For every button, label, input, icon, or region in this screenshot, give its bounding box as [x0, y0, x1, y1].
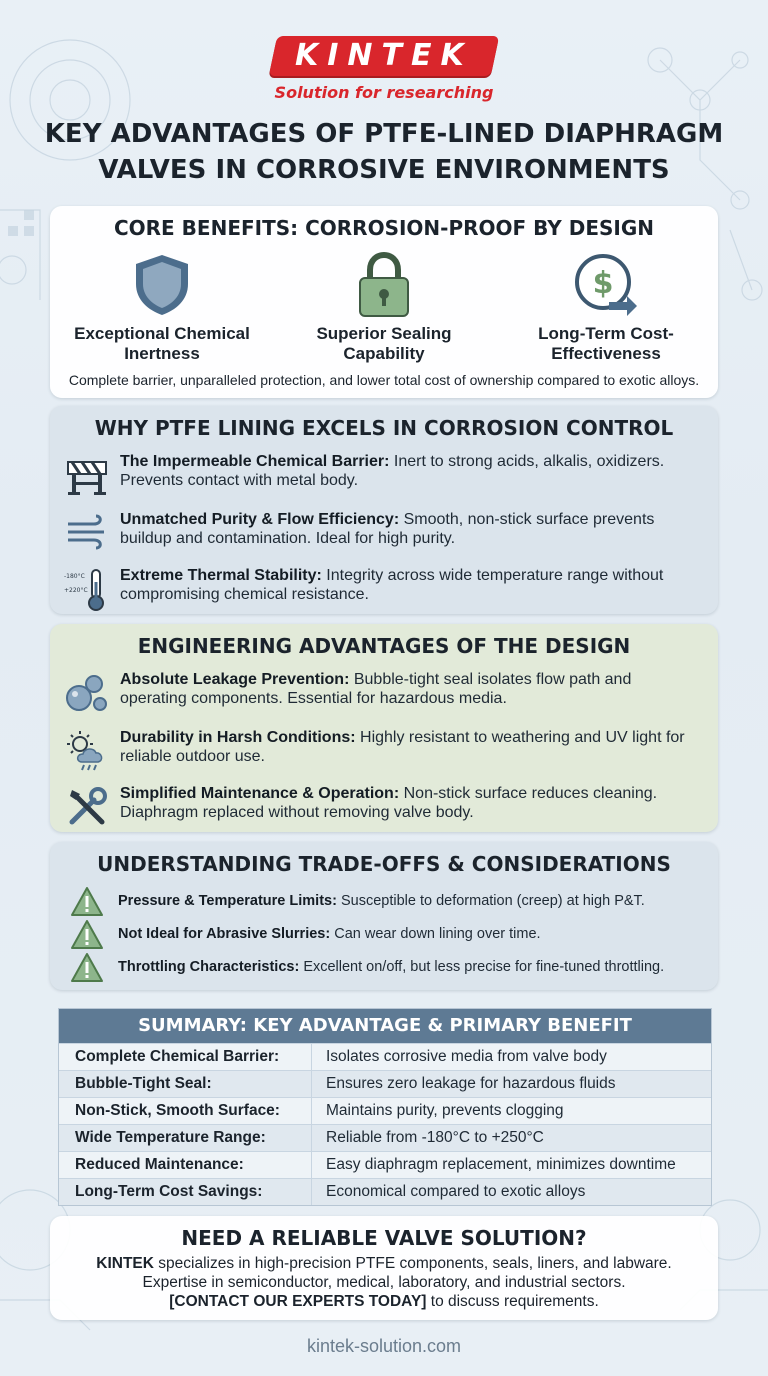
- benefit-label: Superior Sealing Capability: [316, 324, 452, 363]
- item-heading: Simplified Maintenance & Operation:: [120, 785, 400, 802]
- summary-value: Economical compared to exotic alloys: [326, 1183, 586, 1200]
- thermometer-high-label: +220°C: [64, 587, 88, 594]
- cta-line-1: [50, 1254, 718, 1273]
- padlock-icon: [353, 252, 415, 318]
- cta-title: NEED A RELIABLE VALVE SOLUTION?: [181, 1226, 587, 1250]
- table-row: [59, 1124, 711, 1151]
- summary-key: Wide Temperature Range:: [75, 1129, 266, 1146]
- barrier-icon: [64, 452, 110, 498]
- cta-line-2: Expertise in semiconductor, medical, laboratory, and industrial sectors.: [142, 1274, 626, 1291]
- benefit-label: Long-Term Cost-Effectiveness: [538, 324, 674, 363]
- tradeoff-item-text: [118, 958, 702, 977]
- engineering-item-text: [120, 784, 702, 822]
- why-ptfe-card: [50, 406, 718, 614]
- engineering-card: [50, 624, 718, 832]
- cta-brand: KINTEK: [96, 1255, 154, 1272]
- footer-url[interactable]: kintek-solution.com: [306, 1336, 462, 1356]
- item-heading: Throttling Characteristics:: [118, 959, 300, 975]
- benefit-sealing: [284, 252, 484, 364]
- svg-text:$: $: [592, 266, 614, 301]
- item-heading: Durability in Harsh Conditions:: [120, 729, 356, 746]
- summary-key: Bubble-Tight Seal:: [75, 1075, 212, 1092]
- item-text: Susceptible to deformation (creep) at high P&T.: [340, 893, 645, 909]
- benefit-chemical-inertness: [62, 252, 262, 364]
- weather-icon: [64, 728, 110, 774]
- item-text: Can wear down lining over time.: [334, 926, 541, 942]
- tradeoff-item-text: [118, 892, 702, 911]
- item-heading: Not Ideal for Abrasive Slurries:: [118, 926, 331, 942]
- item-heading: Pressure & Temperature Limits:: [118, 893, 337, 909]
- flow-icon: [64, 510, 110, 556]
- why-ptfe-title: WHY PTFE LINING EXCELS IN CORROSION CONTROL: [94, 416, 674, 440]
- table-row: [59, 1151, 711, 1178]
- core-benefits-title: CORE BENEFITS: CORROSION-PROOF BY DESIGN: [113, 216, 655, 240]
- summary-rows: [59, 1043, 711, 1205]
- warning-icon: [70, 952, 104, 984]
- dollar-arrow-icon: [573, 252, 639, 318]
- engineering-item-text: [120, 670, 702, 708]
- summary-value: Maintains purity, prevents clogging: [326, 1102, 564, 1119]
- summary-value: Reliable from -180°C to +250°C: [326, 1129, 544, 1146]
- table-row: [59, 1178, 711, 1205]
- item-text: Non-stick surface reduces cleaning. Diaphragm replaced without removing valve body.: [120, 785, 658, 821]
- logo-text: KINTEK: [295, 38, 473, 73]
- summary-key: Reduced Maintenance:: [75, 1156, 244, 1173]
- item-text: Inert to strong acids, alkalis, oxidizers. Prevents contact with metal body.: [120, 453, 665, 489]
- item-heading: Absolute Leakage Prevention:: [120, 671, 350, 688]
- tradeoffs-card: [50, 842, 718, 990]
- summary-value: Isolates corrosive media from valve body: [326, 1048, 607, 1065]
- tradeoffs-title: UNDERSTANDING TRADE-OFFS & CONSIDERATIONS: [97, 852, 671, 876]
- cta-text: [50, 1254, 718, 1311]
- contact-experts-link[interactable]: [CONTACT OUR EXPERTS TODAY]: [169, 1293, 427, 1310]
- page-title: KEY ADVANTAGES OF PTFE-LINED DIAPHRAGM VALVES IN CORROSIVE ENVIRONMENTS: [44, 119, 724, 185]
- summary-value: Ensures zero leakage for hazardous fluids: [326, 1075, 616, 1092]
- item-text: Highly resistant to weathering and UV light for reliable outdoor use.: [120, 729, 685, 765]
- warning-icon: [70, 886, 104, 918]
- item-heading: Extreme Thermal Stability:: [120, 567, 322, 584]
- cta-line-3: [50, 1292, 718, 1311]
- item-text: Bubble-tight seal isolates flow path and operating components. Essential for hazardous media.: [120, 671, 632, 707]
- why-item-text: [120, 452, 702, 490]
- engineering-item-text: [120, 728, 702, 766]
- cta-line-3-text: to discuss requirements.: [426, 1293, 599, 1310]
- summary-title: SUMMARY: KEY ADVANTAGE & PRIMARY BENEFIT: [59, 1009, 711, 1043]
- cta-line-1-text: specializes in high-precision PTFE components, seals, liners, and labware.: [153, 1255, 672, 1272]
- item-heading: The Impermeable Chemical Barrier:: [120, 453, 390, 470]
- item-text: Excellent on/off, but less precise for fine-tuned throttling.: [303, 959, 665, 975]
- item-text: Integrity across wide temperature range without compromising chemical resistance.: [120, 567, 664, 603]
- benefit-label: Exceptional Chemical Inertness: [74, 324, 250, 363]
- summary-key: Complete Chemical Barrier:: [75, 1048, 280, 1065]
- why-item-text: [120, 566, 702, 604]
- cta-card: [50, 1216, 718, 1320]
- table-row: [59, 1070, 711, 1097]
- tradeoff-item-text: [118, 925, 702, 944]
- warning-icon: [70, 919, 104, 951]
- summary-key: Long-Term Cost Savings:: [75, 1183, 263, 1200]
- item-heading: Unmatched Purity & Flow Efficiency:: [120, 511, 400, 528]
- core-benefits-note: Complete barrier, unparalleled protection, and lower total cost of ownership compared to exotic alloys.: [68, 372, 700, 388]
- summary-table: [58, 1008, 712, 1206]
- tagline: Solution for researching: [274, 83, 494, 102]
- shield-icon: [131, 252, 193, 318]
- why-item-text: [120, 510, 702, 548]
- item-text: Smooth, non-stick surface prevents buildup and contamination. Ideal for high purity.: [120, 511, 655, 547]
- summary-value: Easy diaphragm replacement, minimizes downtime: [326, 1156, 676, 1173]
- table-row: [59, 1043, 711, 1070]
- summary-key: Non-Stick, Smooth Surface:: [75, 1102, 280, 1119]
- kintek-logo: [0, 36, 768, 76]
- thermometer-icon: [64, 566, 110, 612]
- tools-icon: [64, 784, 110, 830]
- table-row: [59, 1097, 711, 1124]
- bubbles-icon: [64, 670, 110, 716]
- engineering-title: ENGINEERING ADVANTAGES OF THE DESIGN: [137, 634, 631, 658]
- core-benefits-card: [50, 206, 718, 398]
- thermometer-low-label: -180°C: [64, 573, 85, 580]
- benefit-cost-effectiveness: [506, 252, 706, 364]
